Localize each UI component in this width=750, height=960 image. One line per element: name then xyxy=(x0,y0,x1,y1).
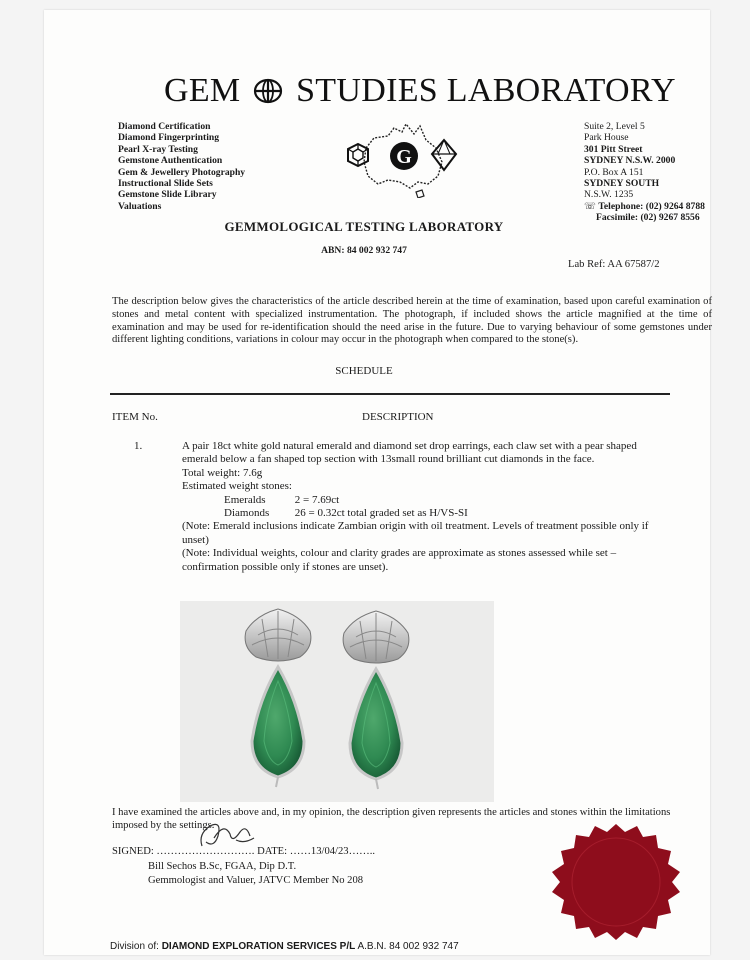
diamonds-value: 26 = 0.32ct total graded set as H/VS-SI xyxy=(294,507,468,520)
emeralds-label: Emeralds xyxy=(224,493,266,506)
signer-name: Bill Sechos B.Sc, FGAA, Dip D.T. xyxy=(148,861,297,872)
intro-paragraph: The description below gives the characteristics of the article described herein at the time of examination, based upon careful examination of stones and metal content with specialized instrumentation. The photograph, if included shows the article magnified at the time of examination and may be used for re-identification should the need arise in the future. Due to varying behaviour of some gemstones under different lighting conditions, variations in colour may occur in the photograph when compared to the stone(s). xyxy=(112,296,712,346)
service-item: Gem & Jewellery Photography xyxy=(118,166,246,178)
address-line: N.S.W. 1235 xyxy=(584,189,634,201)
emeralds-value: 2 = 7.69ct xyxy=(294,493,340,506)
address-line: P.O. Box A 151 xyxy=(584,166,644,178)
lab-name: GEMMOLOGICAL TESTING LABORATORY xyxy=(224,219,504,234)
abn-number: ABN: 84 002 932 747 xyxy=(321,245,407,256)
service-item: Gemstone Slide Library xyxy=(118,189,217,201)
service-item: Pearl X-ray Testing xyxy=(118,143,198,155)
gem-cross-logo-icon xyxy=(253,75,283,113)
emerald-note: (Note: Emerald inclusions indicate Zambian origin with oil treatment. Levels of treatment possible only if unset) xyxy=(182,520,649,546)
examination-statement: I have examined the articles above and, in my opinion, the description given represents the articles and stones within the limitations imposed by the settings. xyxy=(112,807,671,831)
title-gem: GEM xyxy=(164,72,241,109)
telephone-number: Telephone: (02) 9264 8788 xyxy=(598,200,705,212)
footer-abn: A.B.N. 84 002 932 747 xyxy=(355,941,459,952)
service-item: Instructional Slide Sets xyxy=(118,178,213,190)
address-line: Suite 2, Level 5 xyxy=(584,121,645,132)
item-number: 1. xyxy=(134,440,143,452)
lab-title xyxy=(164,72,676,113)
total-weight: Total weight: 7.6g xyxy=(182,466,263,479)
footer-division xyxy=(110,941,459,952)
item-summary: A pair 18ct white gold natural emerald and diamond set drop earrings, each claw set with a pear shaped emerald below a fan shaped top section with 13small round brilliant cut diamonds in the face. xyxy=(182,440,637,466)
address-line: SYDNEY SOUTH xyxy=(584,178,660,190)
service-item: Diamond Fingerprinting xyxy=(118,132,220,144)
item-description xyxy=(182,440,652,574)
red-wax-seal-icon xyxy=(546,822,686,947)
signer-title: Gemmologist and Valuer, JATVC Member No 208 xyxy=(148,875,364,886)
telephone-icon: ☏ xyxy=(584,200,596,212)
footer-company: DIAMOND EXPLORATION SERVICES P/L xyxy=(161,941,356,952)
signed-date-line: SIGNED: ………………………. DATE: ……13/04/23…….. xyxy=(112,846,376,857)
title-studies-laboratory: STUDIES LABORATORY xyxy=(296,72,676,109)
item-number-header: ITEM No. xyxy=(112,411,158,423)
service-item: Valuations xyxy=(118,200,162,212)
address-line: Park House xyxy=(584,132,629,144)
emeralds-row xyxy=(182,494,652,507)
australia-crest-logo xyxy=(344,118,464,203)
lab-reference: Lab Ref: AA 67587/2 xyxy=(568,259,660,270)
divider xyxy=(110,393,670,395)
service-item: Gemstone Authentication xyxy=(118,155,223,167)
certificate-page xyxy=(44,10,710,955)
grading-note: (Note: Individual weights, colour and clarity grades are approximate as stones assessed while set – confirmation possible only if stones are unset). xyxy=(182,547,617,573)
facsimile-number: Facsimile: (02) 9267 8556 xyxy=(596,212,700,224)
footer-prefix: Division of: xyxy=(110,941,162,952)
australia-map-icon xyxy=(344,118,464,198)
diamonds-label: Diamonds xyxy=(224,507,270,520)
address-line: 301 Pitt Street xyxy=(584,143,643,155)
earrings-photo xyxy=(180,601,494,802)
services-list xyxy=(118,121,245,212)
address-line: SYDNEY N.S.W. 2000 xyxy=(584,155,676,167)
diamonds-row xyxy=(182,507,652,520)
description-header: DESCRIPTION xyxy=(362,411,434,423)
svg-text:G: G xyxy=(396,146,412,168)
service-item: Diamond Certification xyxy=(118,121,211,132)
schedule-heading: SCHEDULE xyxy=(335,365,393,377)
estimated-weight-label: Estimated weight stones: xyxy=(182,480,292,493)
lab-address xyxy=(584,121,705,224)
